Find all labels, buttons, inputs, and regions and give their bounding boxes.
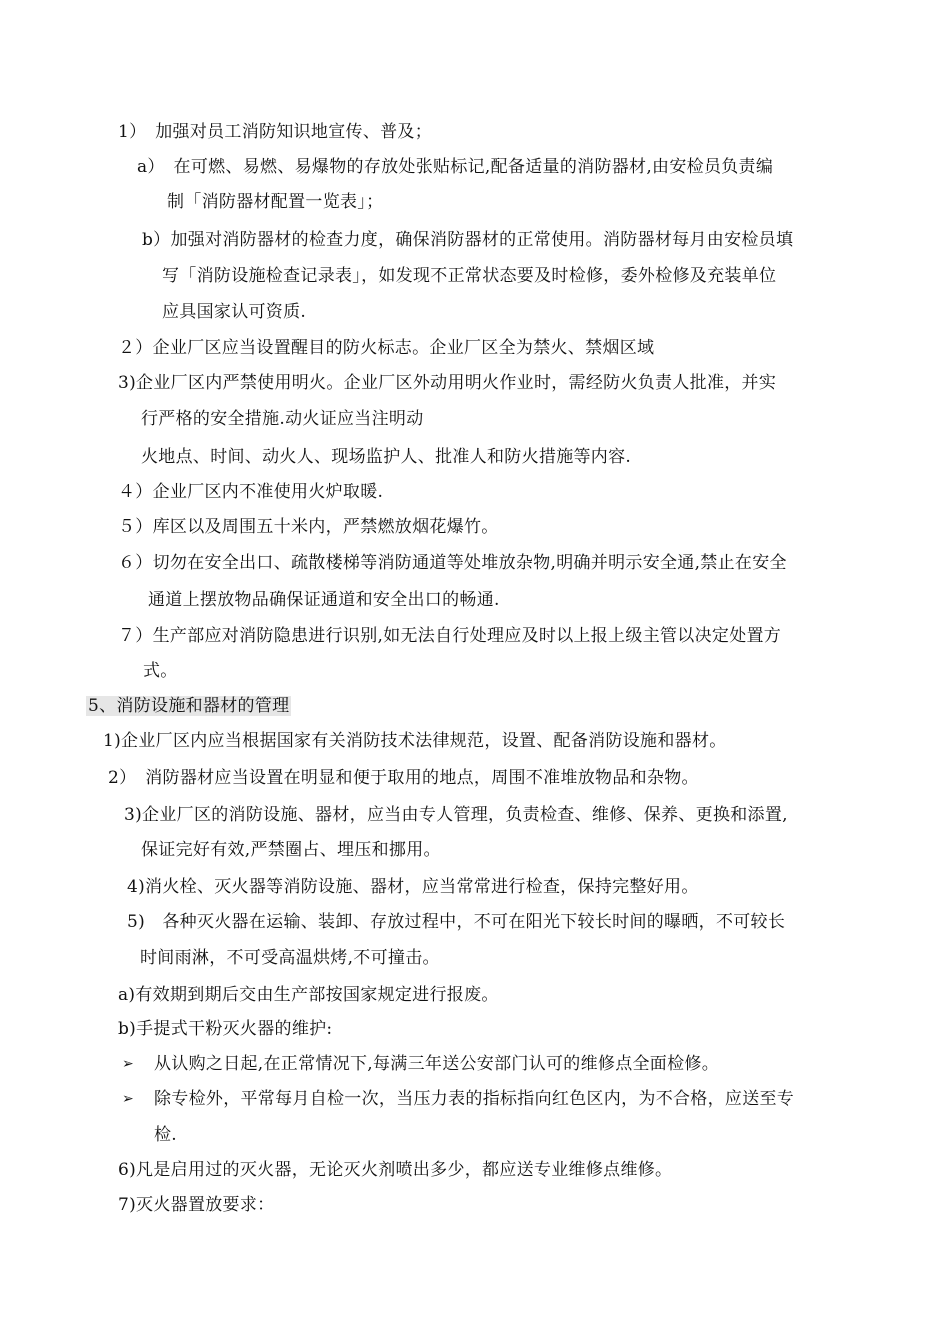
item-1: 1） 加强对员工消防知识地宣传、普及； bbox=[118, 122, 433, 142]
s5-item-5-cont: 时间雨淋，不可受高温烘烤,不可撞击。 bbox=[140, 948, 440, 968]
bullet-item-1: 从认购之日起,在正常情况下,每满三年送公安部门认可的维修点全面检修。 bbox=[154, 1054, 720, 1074]
item-2: ２）企业厂区应当设置醒目的防火标志。企业厂区全为禁火、禁烟区域 bbox=[118, 338, 655, 358]
item-3: 3)企业厂区内严禁使用明火。企业厂区外动用明火作业时，需经防火负责人批准，并实 bbox=[118, 373, 777, 393]
item-5: ５）库区以及周围五十米内，严禁燃放烟花爆竹。 bbox=[118, 517, 499, 537]
item-6: ６）切勿在安全出口、疏散楼梯等消防通道等处堆放杂物,明确并明示安全通,禁止在安全 bbox=[118, 553, 787, 573]
item-3-cont-1: 行严格的安全措施.动火证应当注明动 bbox=[141, 409, 424, 429]
s5-item-5-a: a)有效期到期后交由生产部按国家规定进行报废。 bbox=[118, 985, 499, 1005]
bullet-item-2: 除专检外，平常每月自检一次，当压力表的指标指向红色区内，为不合格，应送至专 bbox=[154, 1089, 795, 1109]
s5-item-3: 3)企业厂区的消防设施、器材，应当由专人管理，负责检查、维修、保养、更换和添置, bbox=[124, 805, 788, 825]
item-1-a-cont: 制「消防器材配置一览表」； bbox=[167, 192, 384, 212]
item-1-a: a） 在可燃、易燃、易爆物的存放处张贴标记,配备适量的消防器材,由安检员负责编 bbox=[137, 157, 774, 177]
item-1-b: b）加强对消防器材的检查力度，确保消防器材的正常使用。消防器材每月由安检员填 bbox=[142, 230, 794, 250]
item-3-cont-2: 火地点、时间、动火人、现场监护人、批准人和防火措施等内容. bbox=[141, 447, 632, 467]
item-7: ７）生产部应对消防隐患进行识别,如无法自行处理应及时以上报上级主管以决定处置方 bbox=[118, 626, 782, 646]
item-1-b-cont-1: 写「消防设施检查记录表」，如发现不正常状态要及时检修，委外检修及充装单位 bbox=[162, 266, 777, 286]
s5-item-6: 6)凡是启用过的灭火器，无论灭火剂喷出多少，都应送专业维修点维修。 bbox=[118, 1160, 673, 1180]
section-5-title: 5、消防设施和器材的管理 bbox=[88, 696, 290, 716]
s5-item-7: 7)灭火器置放要求： bbox=[118, 1195, 275, 1215]
item-7-cont: 式。 bbox=[143, 661, 178, 681]
s5-item-5-b: b)手提式干粉灭火器的维护: bbox=[118, 1019, 333, 1039]
s5-item-2: 2） 消防器材应当设置在明显和便于取用的地点，周围不准堆放物品和杂物。 bbox=[108, 768, 699, 788]
item-6-cont: 通道上摆放物品确保证通道和安全出口的畅通. bbox=[148, 590, 500, 610]
s5-item-1: 1)企业厂区内应当根据国家有关消防技术法律规范，设置、配备消防设施和器材。 bbox=[103, 731, 727, 751]
bullet-item-2-cont: 检. bbox=[154, 1125, 178, 1145]
s5-item-5: 5) 各种灭火器在运输、装卸、存放过程中，不可在阳光下较长时间的曝晒，不可较长 bbox=[127, 912, 786, 932]
bullet-arrow-icon: ➢ bbox=[122, 1091, 134, 1107]
s5-item-4: 4)消火栓、灭火器等消防设施、器材，应当常常进行检查，保持完整好用。 bbox=[127, 877, 699, 897]
item-1-b-cont-2: 应具国家认可资质. bbox=[162, 302, 307, 322]
bullet-arrow-icon: ➢ bbox=[122, 1056, 134, 1072]
item-4: ４）企业厂区内不准使用火炉取暖. bbox=[118, 482, 384, 502]
s5-item-3-cont: 保证完好有效,严禁圈占、埋压和挪用。 bbox=[141, 840, 441, 860]
